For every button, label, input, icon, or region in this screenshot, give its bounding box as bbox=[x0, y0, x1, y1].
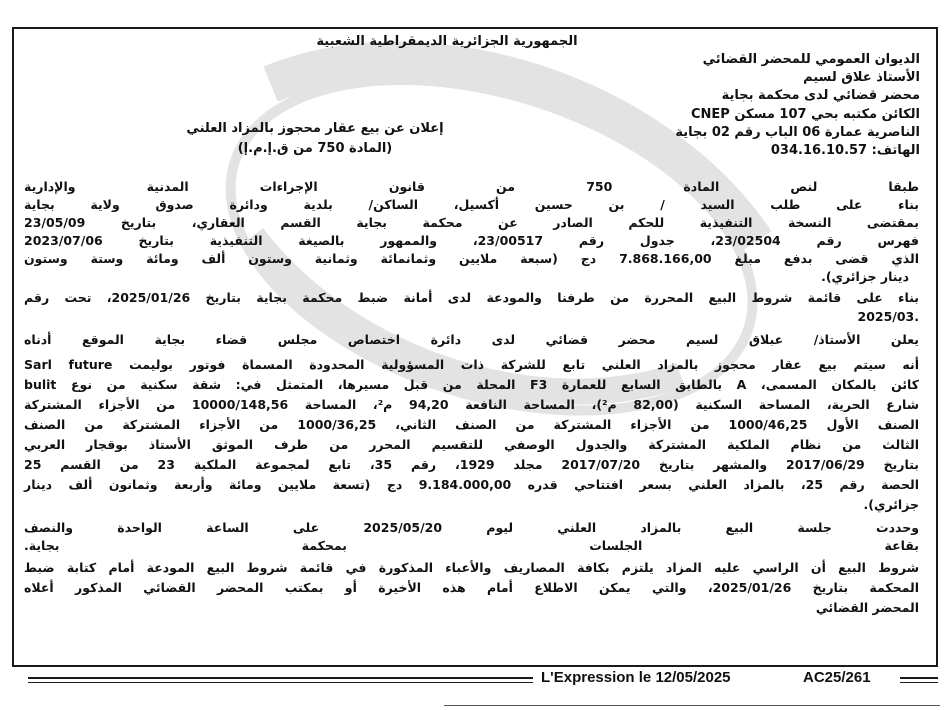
office-building: الناصرية عمارة 06 الباب رقم 02 بجاية bbox=[675, 125, 920, 140]
body-line: bulit المحلة من قبل مسيرها، المتمثل في: شقة سكنية من نوع F3 بالطابق السابع للعمارة A ،كائن بالمكان المسمى bbox=[24, 377, 919, 392]
republic-title: الجمهورية الجزائرية الديمقراطية الشعبية bbox=[316, 34, 578, 49]
body-line: شارع الحرية، المساحة السكنية (82,00 م²)، المساحة النافعة 94,20 م²، المساحة 10000/148,56 من الأجزاء المشتركة bbox=[24, 397, 920, 412]
bailiff-court: محضر قضائي لدى محكمة بجاية bbox=[721, 88, 920, 103]
publication-source: L'Expression le 12/05/2025 bbox=[541, 669, 731, 686]
body-line: الصنف الأول 1000/46,25 من الأجزاء المشتركة من الصنف الثاني، 1000/36,25 من الأجزاء المشتركة من الصنف bbox=[24, 417, 919, 432]
body-line: يعلن الأستاذ/ عبلاق لسيم محضر قضائي لدى دائرة اختصاص مجلس قضاء بجاية الموقع أدناه bbox=[24, 332, 919, 347]
body-line: المحكمة بتاريخ 2025/01/26، والتي يمكن الاطلاع أمام هذه الأخيرة أو بمكتب المحضر القضائي المذكور أعلاه bbox=[24, 580, 919, 595]
body-line: الثالث من نظام الملكية المشتركة والجدول الوصفي للتقسيم المحرر من طرف الموثق الأستاذ بوقجار العربي bbox=[24, 437, 919, 452]
body-line: المحضر القضائي bbox=[815, 600, 919, 615]
body-line: وحددت جلسة البيع بالمزاد العلني ليوم 2025/05/20 على الساعة الواحدة والنصف bbox=[24, 520, 919, 535]
body-line: بناء على طلب السيد / بن حسين أكسيل، الساكن/ بلدية ودائرة صدوق ولاية بجاية bbox=[24, 197, 919, 212]
announcement-reference: AC25/261 bbox=[803, 669, 871, 686]
body-line: الذي قضى بدفع مبلغ 7.868.166,00 دج (سبعة ملايين وثمانمائة وثمانية وستون ألف ومائة وستة وستون bbox=[24, 251, 919, 266]
body-line: طبقا لنص المادة 750 من قانون الإجراءات المدنية والإدارية bbox=[24, 179, 919, 194]
office-phone: الهاتف: 034.16.10.57 bbox=[770, 143, 920, 158]
body-line: بقاعة الجلسات بمحكمة بجاية. bbox=[24, 538, 919, 553]
bailiff-name: الأستاذ علاق لسيم bbox=[803, 70, 920, 85]
office-name: الديوان العمومي للمحضر القضائي bbox=[702, 52, 920, 67]
body-line: الحصة رقم 25، بالمزاد العلني بسعر افتتاحي قدره 9.184.000,00 دج (تسعة ملايين ومائة وأربعة وثمانون ألف دينار bbox=[24, 477, 919, 492]
body-line: دينار جزائري). bbox=[821, 269, 909, 284]
footer-rule-right bbox=[900, 677, 938, 679]
body-line: شروط البيع أن الراسي عليه المزاد يلتزم بكافة المصاريف والأعباء المذكورة في قائمة شروط البيع المودعة أمام كتابة ضبط bbox=[24, 560, 919, 575]
body-line: 2025/03. bbox=[857, 309, 919, 324]
announcement-article: (المادة 750 من ق.إ.م.إ) bbox=[237, 141, 393, 156]
body-line: بناء على قائمة شروط البيع المحررة من طرفنا والمودعة لدى أمانة ضبط محكمة بجاية بتاريخ 2025/01/26، تحت رقم bbox=[24, 290, 919, 305]
body-line: فهرس رقم 23/02504، جدول رقم 23/00517، والممهور بالصيغة التنفيذية بتاريخ 2023/07/06 bbox=[24, 233, 919, 248]
bottom-divider bbox=[444, 705, 940, 706]
body-line: جزائري). bbox=[863, 497, 919, 512]
footer-rule-left bbox=[28, 677, 533, 679]
body-line: بمقتضى النسخة التنفيذية للحكم الصادر عن محكمة بجاية القسم العقاري، بتاريخ 23/05/09 bbox=[24, 215, 919, 230]
announcement-title: إعلان عن بيع عقار محجوز بالمزاد العلني bbox=[186, 121, 444, 136]
office-address: الكائن مكتبه بحي 107 مسكن CNEP bbox=[690, 107, 920, 122]
body-line: أنه سيتم بيع عقار محجوز بالمزاد العلني تابع للشركة ذات المسؤولية المحدودة المسماة فوتور بوليمت Sarl future bbox=[24, 357, 919, 372]
body-line: بتاريخ 2017/06/29 والمشهر بتاريخ 2017/07/20 مجلد 1929، رقم 35، تابع لمجموعة الملكية 23 من القسم 25 bbox=[24, 457, 919, 472]
